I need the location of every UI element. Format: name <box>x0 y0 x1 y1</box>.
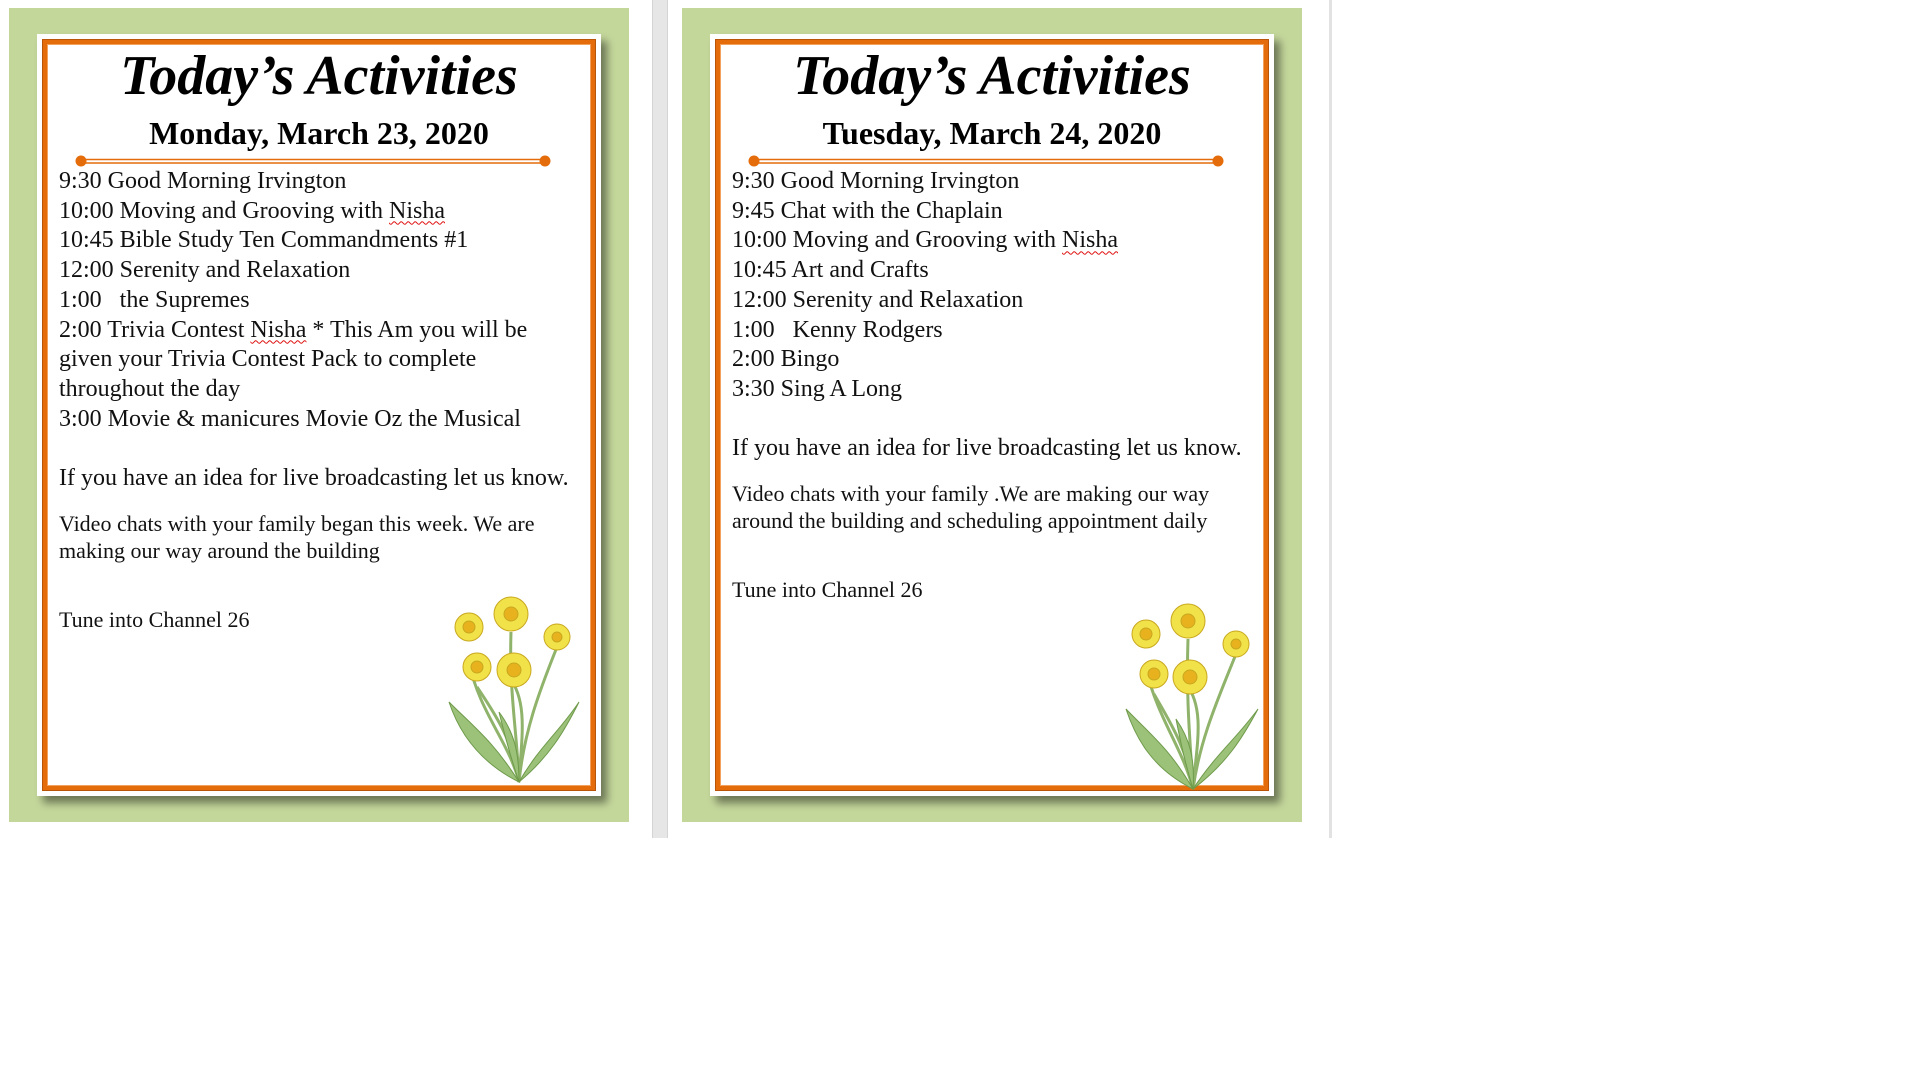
schedule-item: 2:00 Bingo <box>732 346 840 373</box>
daffodil-bouquet-icon <box>1118 599 1268 794</box>
spellcheck-word: Nisha <box>1062 227 1118 254</box>
video-chat-note: Video chats with your family began this week. We are making our way around the building <box>59 510 540 563</box>
schedule-body[interactable] <box>732 167 1252 603</box>
channel-note: Tune into Channel 26 <box>59 606 250 632</box>
broadcast-note: If you have an idea for live broadcasting let us know. <box>59 465 569 492</box>
orange-divider <box>75 155 551 167</box>
flyer-title[interactable]: Today’s Activities <box>793 45 1191 107</box>
schedule-item: 3:00 Movie & manicures Movie Oz the Musical <box>59 405 521 432</box>
daffodil-bouquet-icon <box>439 592 589 787</box>
schedule-item: 9:30 Good Morning Irvington <box>732 168 1020 194</box>
activity-flyer-monday <box>9 8 629 822</box>
broadcast-note: If you have an idea for live broadcasting let us know. <box>732 435 1242 462</box>
activity-flyer-tuesday <box>682 8 1302 822</box>
spellcheck-word: Nisha <box>389 197 445 224</box>
schedule-item: 12:00 Serenity and Relaxation <box>732 286 1024 313</box>
schedule-item: 10:45 Bible Study Ten Commandments #1 <box>59 227 469 254</box>
flyer-card <box>37 34 601 796</box>
schedule-item: 10:45 Art and Crafts <box>732 257 929 284</box>
page-edge <box>1329 0 1332 838</box>
channel-note: Tune into Channel 26 <box>732 577 923 603</box>
schedule-item: 1:00 the Supremes <box>59 286 250 313</box>
page-gutter <box>652 0 668 838</box>
schedule-item: 9:30 Good Morning Irvington <box>59 168 347 194</box>
schedule-item: 3:30 Sing A Long <box>732 375 903 402</box>
spellcheck-word: Nisha <box>250 316 307 343</box>
flyer-date[interactable]: Tuesday, March 24, 2020 <box>822 115 1162 151</box>
flyer-card <box>710 34 1274 796</box>
orange-divider <box>748 155 1224 167</box>
flyer-date[interactable]: Monday, March 23, 2020 <box>149 115 489 151</box>
flyer-title[interactable]: Today’s Activities <box>120 45 518 107</box>
schedule-body[interactable] <box>59 167 579 633</box>
schedule-item: 10:00 Moving and Grooving with Nisha <box>732 227 1118 254</box>
schedule-item: 10:00 Moving and Grooving with Nisha <box>59 197 445 224</box>
schedule-item: 9:45 Chat with the Chaplain <box>732 197 1003 224</box>
schedule-item: 2:00 Trivia Contest Nisha * This Am you will be given your Trivia Contest Pack to complete throughout the day <box>59 316 534 402</box>
video-chat-note: Video chats with your family .We are making our way around the building and scheduling appointment daily <box>732 481 1215 534</box>
schedule-item: 1:00 Kenny Rodgers <box>732 316 943 343</box>
schedule-item: 12:00 Serenity and Relaxation <box>59 257 351 284</box>
